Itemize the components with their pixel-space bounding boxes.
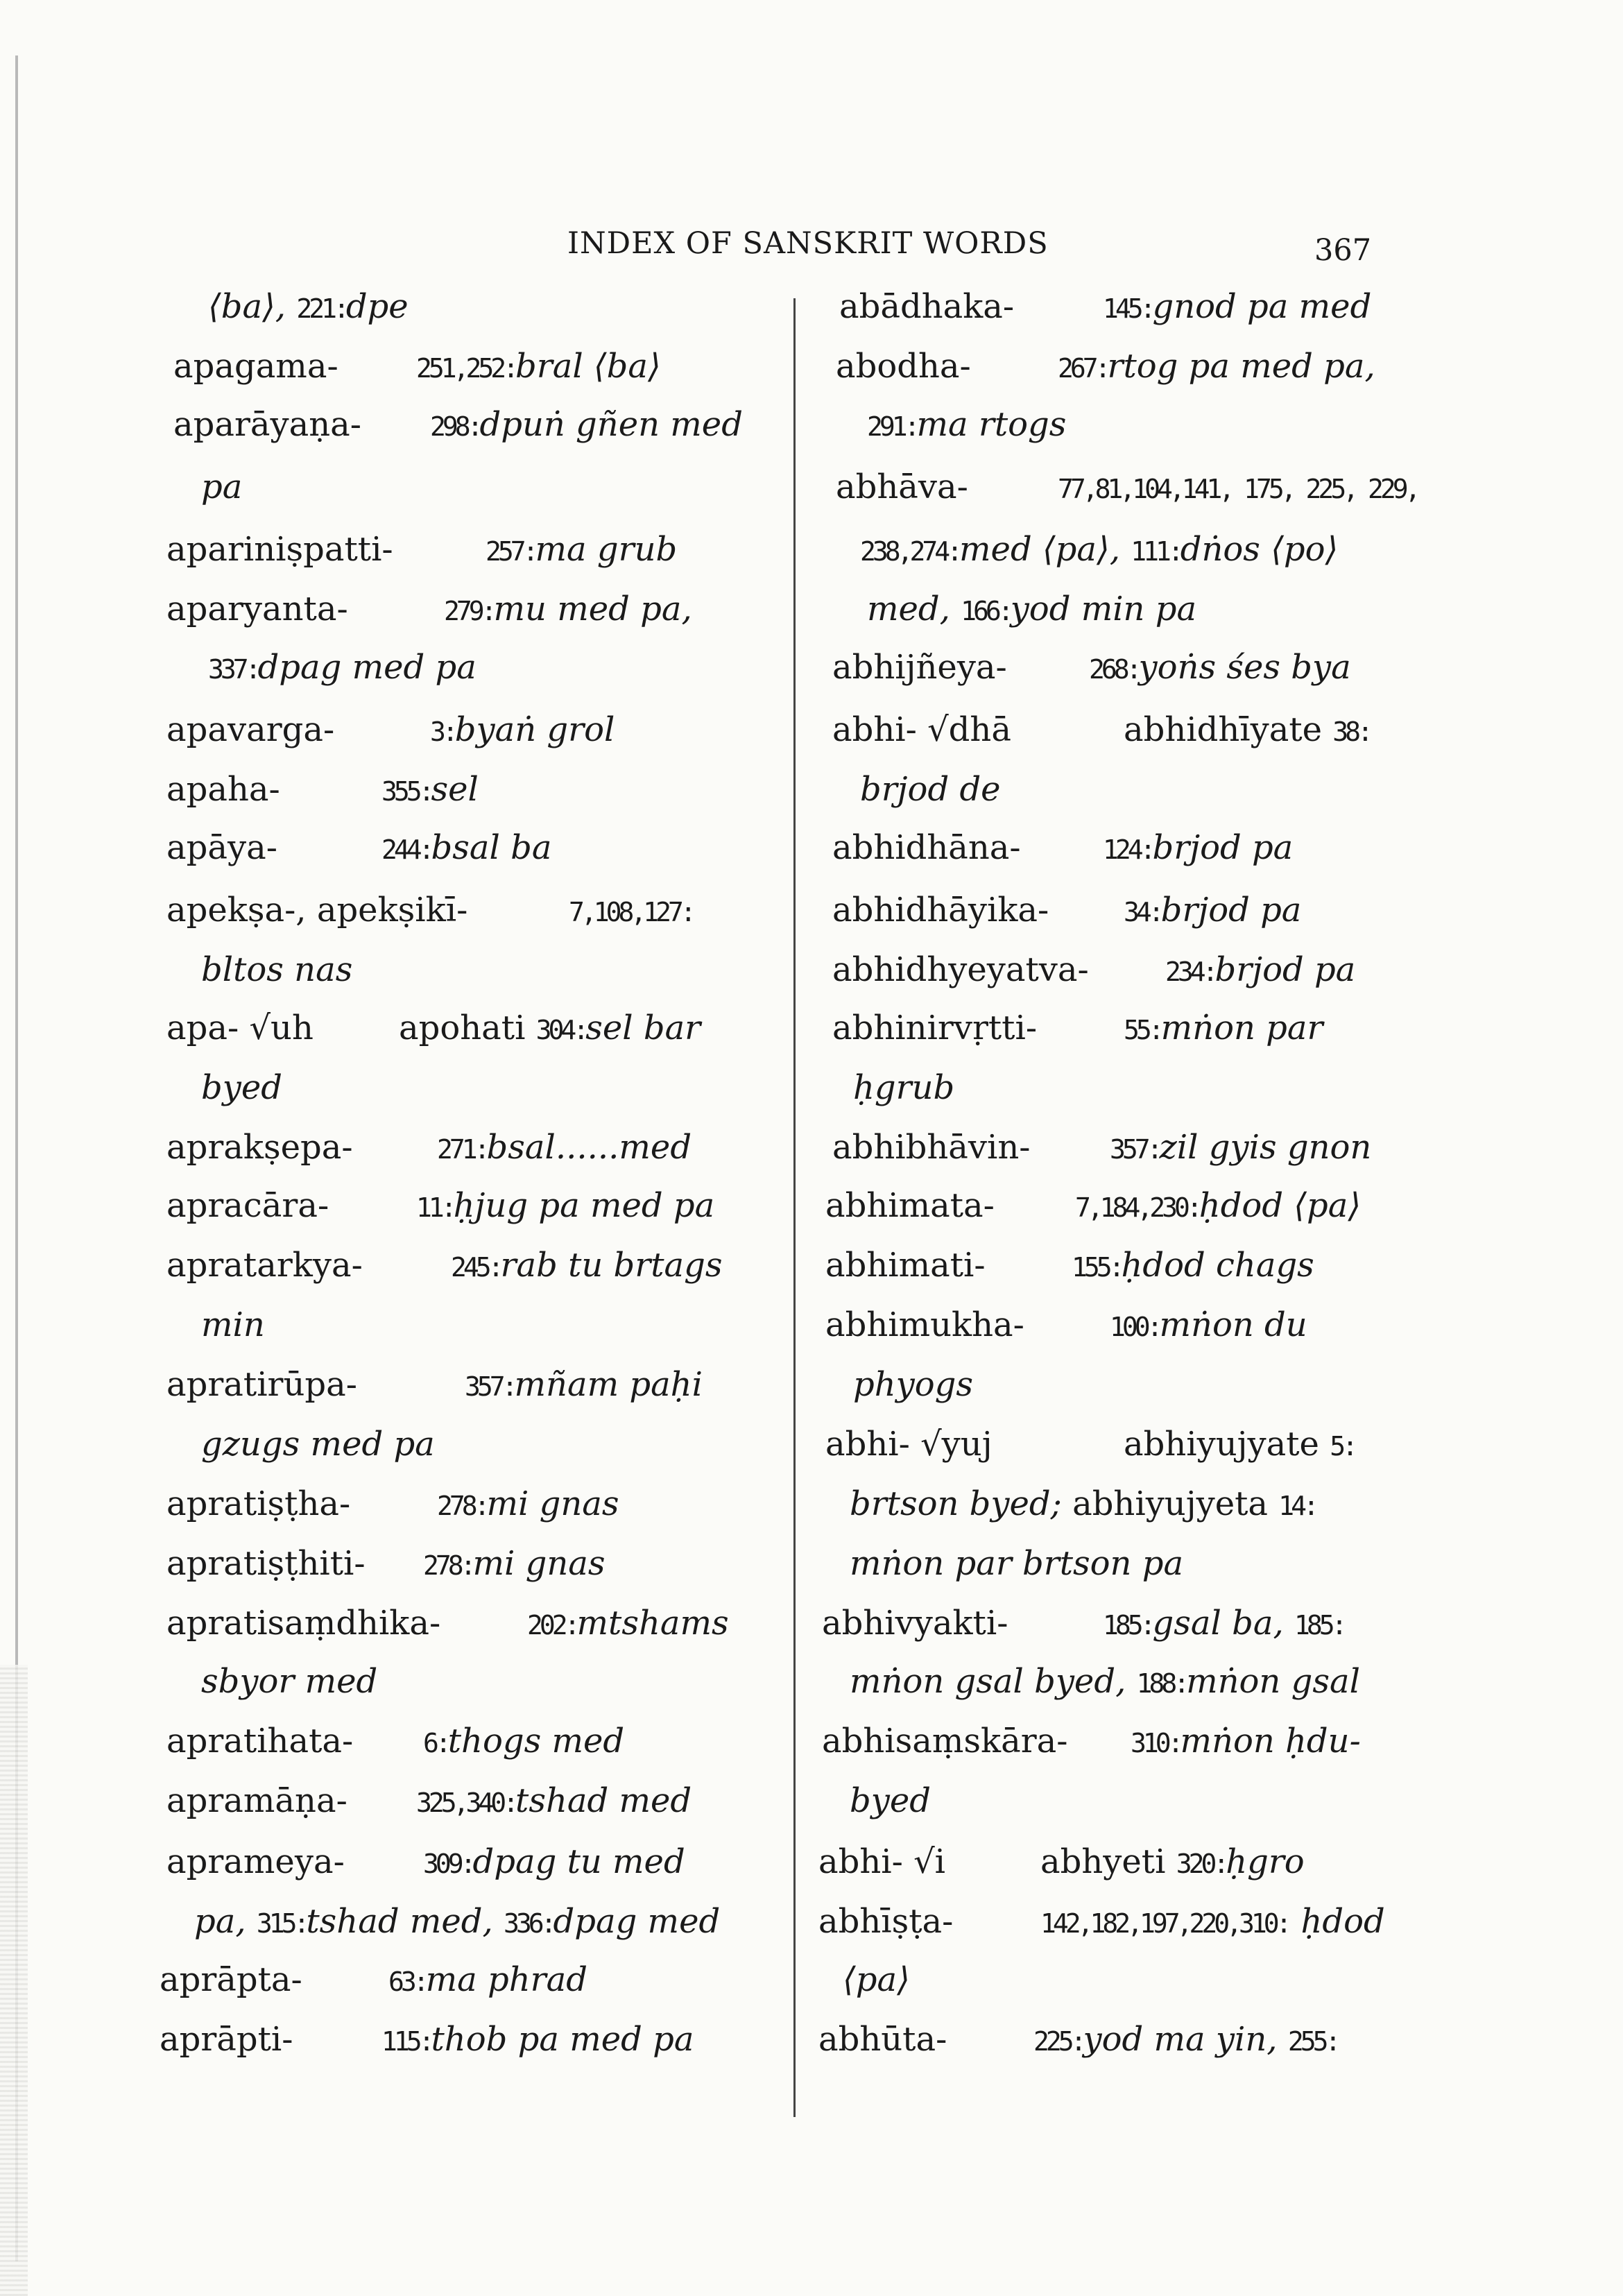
tibetan-equivalent: brjod pa bbox=[1152, 828, 1294, 867]
index-entry bbox=[201, 1659, 377, 1704]
tibetan-equivalent: gsal ba, bbox=[1152, 1604, 1294, 1643]
page-reference: 155: bbox=[1072, 1252, 1122, 1283]
index-entry bbox=[843, 1957, 910, 2002]
sanskrit-term: abhinirvṛtti- bbox=[832, 1009, 1038, 1047]
index-entry bbox=[832, 1006, 1037, 1050]
index-entry bbox=[166, 1840, 345, 1884]
index-entry bbox=[867, 587, 1196, 633]
index-reference bbox=[388, 1957, 587, 2004]
page-reference: 3: bbox=[430, 717, 455, 747]
page-reference: 320: bbox=[1176, 1849, 1226, 1879]
index-entry bbox=[194, 1899, 720, 1946]
index-reference bbox=[423, 1541, 606, 1588]
index-entry bbox=[850, 1779, 931, 1823]
page-reference: 267: bbox=[1058, 353, 1108, 384]
index-entry bbox=[208, 645, 476, 692]
index-reference bbox=[381, 767, 479, 814]
tibetan-equivalent: bsal ba bbox=[431, 828, 552, 867]
tibetan-equivalent: phyogs bbox=[853, 1365, 974, 1404]
tibetan-equivalent: byed bbox=[201, 1068, 282, 1107]
column-divider bbox=[793, 298, 796, 2117]
index-entry bbox=[850, 1482, 1316, 1528]
index-entry bbox=[173, 402, 361, 447]
index-reference bbox=[451, 1243, 722, 1290]
index-reference bbox=[1040, 1840, 1305, 1886]
sanskrit-term: apratirūpa- bbox=[166, 1365, 357, 1404]
sanskrit-term: apracāra- bbox=[166, 1186, 329, 1225]
index-reference bbox=[1103, 1601, 1343, 1647]
sanskrit-term: abhi- √yuj bbox=[825, 1425, 993, 1464]
page-reference: 188: bbox=[1136, 1668, 1187, 1699]
sanskrit-term: abhīṣṭa- bbox=[818, 1902, 954, 1941]
tibetan-equivalent: bsal......med bbox=[486, 1128, 692, 1167]
index-entry bbox=[818, 2017, 947, 2062]
index-entry bbox=[166, 1482, 350, 1526]
index-entry bbox=[201, 465, 242, 509]
index-entry bbox=[166, 527, 393, 572]
sanskrit-term: abhāva- bbox=[836, 468, 968, 506]
index-entry bbox=[166, 708, 334, 752]
index-reference bbox=[569, 888, 693, 934]
sanskrit-term: apratiṣṭhiti- bbox=[166, 1544, 366, 1583]
index-entry bbox=[173, 344, 338, 388]
index-entry bbox=[166, 1779, 347, 1823]
tibetan-equivalent: sel bbox=[431, 770, 479, 809]
index-reference bbox=[416, 1183, 714, 1230]
index-reference bbox=[465, 1362, 703, 1409]
index-reference bbox=[1072, 1243, 1314, 1290]
sanskrit-term: apāya- bbox=[166, 828, 277, 867]
tibetan-equivalent: mṅon ḥdu- bbox=[1180, 1722, 1361, 1760]
index-entry bbox=[166, 888, 467, 932]
page-reference: 111: bbox=[1131, 536, 1180, 567]
tibetan-equivalent: zil gyis gnon bbox=[1159, 1128, 1372, 1167]
sanskrit-term: apekṣa-, apekṣikī- bbox=[166, 891, 468, 929]
page-reference: 309: bbox=[423, 1849, 473, 1879]
index-entry bbox=[166, 1719, 353, 1763]
page-reference: 337: bbox=[208, 654, 258, 685]
page-reference: 244: bbox=[381, 834, 431, 865]
sanskrit-term: abhyeti bbox=[1040, 1842, 1176, 1881]
tibetan-equivalent: thogs med bbox=[447, 1722, 625, 1760]
sanskrit-term: abhidhyeyatva- bbox=[832, 950, 1089, 989]
sanskrit-term: apaha- bbox=[166, 770, 280, 809]
index-reference bbox=[1089, 645, 1351, 692]
index-entry bbox=[832, 645, 1007, 689]
tibetan-equivalent: min bbox=[201, 1305, 265, 1344]
index-reference bbox=[1124, 888, 1301, 934]
tibetan-equivalent: mtshams bbox=[576, 1604, 729, 1643]
tibetan-equivalent: dpag tu med bbox=[472, 1842, 685, 1881]
tibetan-equivalent: tshad med, bbox=[306, 1902, 504, 1941]
index-entry bbox=[166, 1601, 440, 1645]
tibetan-equivalent: mṅon par bbox=[1160, 1009, 1323, 1047]
page-reference: 238,274: bbox=[860, 536, 960, 567]
page-reference: 166: bbox=[961, 596, 1011, 626]
tibetan-equivalent: rtog pa med pa, bbox=[1107, 347, 1375, 386]
index-entry bbox=[166, 1243, 363, 1287]
page-reference: 63: bbox=[388, 1967, 426, 1997]
sanskrit-term: aparyanta- bbox=[166, 590, 348, 628]
page-reference: 279: bbox=[444, 596, 494, 626]
index-entry bbox=[832, 825, 1021, 870]
index-entry bbox=[166, 587, 348, 631]
page-reference: 310: bbox=[1131, 1728, 1180, 1758]
page-reference: 336: bbox=[503, 1908, 553, 1939]
index-reference bbox=[416, 1779, 692, 1825]
page-reference: 77,81,104,141, 175, 225, 229, bbox=[1058, 474, 1418, 504]
index-entry bbox=[201, 948, 352, 992]
index-entry bbox=[201, 1303, 265, 1347]
index-entry bbox=[818, 1899, 953, 1944]
sanskrit-term: aparāyaṇa- bbox=[173, 405, 362, 444]
sanskrit-term: apratiṣṭha- bbox=[166, 1484, 351, 1523]
index-entry bbox=[839, 284, 1014, 329]
tibetan-equivalent: sbyor med bbox=[201, 1662, 378, 1701]
sanskrit-term: apa- √uh bbox=[166, 1009, 314, 1047]
tibetan-equivalent: bltos nas bbox=[201, 950, 353, 989]
tibetan-equivalent: yod ma yin, bbox=[1083, 2020, 1288, 2059]
tibetan-equivalent: rab tu brtags bbox=[500, 1246, 723, 1285]
index-reference bbox=[423, 1719, 624, 1765]
index-entry bbox=[166, 1183, 329, 1228]
sanskrit-term: apagama- bbox=[173, 347, 338, 386]
index-reference bbox=[1103, 284, 1371, 331]
index-entry bbox=[832, 888, 1049, 932]
tibetan-equivalent: yod min pa bbox=[1010, 590, 1197, 628]
index-entry bbox=[832, 1125, 1030, 1170]
index-entry bbox=[853, 1065, 954, 1110]
page-reference: 355: bbox=[381, 776, 431, 807]
page-reference: 251,252: bbox=[416, 353, 516, 384]
sanskrit-term: apohati bbox=[399, 1009, 536, 1047]
sanskrit-term: aprameya- bbox=[166, 1842, 345, 1881]
tibetan-equivalent: dṅos ⟨po⟩ bbox=[1180, 530, 1339, 569]
index-reference bbox=[1165, 948, 1355, 994]
page-reference: 245: bbox=[451, 1252, 501, 1283]
page-reference: 268: bbox=[1089, 654, 1139, 685]
tibetan-equivalent: mu med pa, bbox=[493, 590, 692, 628]
index-reference bbox=[1110, 1303, 1307, 1349]
tibetan-equivalent: ḥgrub bbox=[853, 1068, 955, 1107]
index-entry bbox=[201, 1065, 282, 1110]
index-entry bbox=[208, 284, 409, 331]
page-reference: 221: bbox=[296, 293, 346, 324]
index-entry bbox=[822, 1601, 1008, 1645]
index-entry bbox=[166, 1006, 314, 1050]
tibetan-equivalent: mi gnas bbox=[486, 1484, 619, 1523]
tibetan-equivalent: ḥgro bbox=[1226, 1842, 1305, 1881]
sanskrit-term: abhiyujyate bbox=[1124, 1425, 1330, 1464]
tibetan-equivalent: ma phrad bbox=[425, 1960, 587, 1999]
tibetan-equivalent: brjod pa bbox=[1214, 950, 1356, 989]
page-reference: 5: bbox=[1330, 1431, 1355, 1462]
sanskrit-term: abhi- √dhā bbox=[832, 710, 1011, 749]
tibetan-equivalent: gnod pa med bbox=[1152, 287, 1372, 326]
index-entry bbox=[860, 767, 1001, 812]
tibetan-equivalent: dpag med bbox=[553, 1902, 721, 1941]
sanskrit-term: apavarga- bbox=[166, 710, 335, 749]
sanskrit-term: abhi- √i bbox=[818, 1842, 946, 1881]
index-reference bbox=[1040, 1899, 1385, 1946]
index-reference bbox=[416, 344, 661, 391]
index-entry bbox=[166, 767, 280, 812]
sanskrit-term: abhimukha- bbox=[825, 1305, 1024, 1344]
sanskrit-term: abodha- bbox=[836, 347, 971, 386]
tibetan-equivalent: sel bar bbox=[585, 1009, 701, 1047]
tibetan-equivalent: med, bbox=[867, 590, 961, 628]
sanskrit-term: abhidhāyika- bbox=[832, 891, 1049, 929]
tibetan-equivalent: ḥdod ⟨pa⟩ bbox=[1199, 1186, 1362, 1225]
page-reference: 315: bbox=[256, 1908, 307, 1939]
index-entry bbox=[836, 344, 971, 388]
page-reference: 325,340: bbox=[416, 1788, 516, 1818]
index-reference bbox=[381, 825, 551, 872]
page-reference: 278: bbox=[437, 1491, 487, 1521]
page-reference: 34: bbox=[1124, 897, 1161, 927]
page-reference: 38: bbox=[1332, 717, 1370, 747]
tibetan-equivalent: ⟨pa⟩ bbox=[843, 1960, 910, 1999]
tibetan-equivalent: mi gnas bbox=[472, 1544, 606, 1583]
index-entry bbox=[166, 1125, 353, 1170]
index-entry bbox=[853, 1362, 973, 1407]
index-reference bbox=[1075, 1183, 1361, 1230]
tibetan-equivalent: brjod pa bbox=[1160, 891, 1302, 929]
index-reference bbox=[1110, 1125, 1371, 1172]
tibetan-equivalent: mṅon par brtson pa bbox=[850, 1544, 1184, 1583]
sanskrit-term: aprakṣepa- bbox=[166, 1128, 353, 1167]
tibetan-equivalent: ḥdod bbox=[1300, 1902, 1385, 1941]
tibetan-equivalent: ma grub bbox=[535, 530, 678, 569]
index-entry bbox=[160, 2017, 293, 2062]
index-reference bbox=[399, 1006, 701, 1052]
page-reference: 298: bbox=[430, 411, 480, 442]
sanskrit-term: abādhaka- bbox=[839, 287, 1015, 326]
tibetan-equivalent: mṅon gsal bbox=[1186, 1662, 1360, 1701]
page-reference: 255: bbox=[1287, 2026, 1338, 2057]
index-entry bbox=[825, 1422, 993, 1466]
index-reference bbox=[1131, 1719, 1361, 1765]
tibetan-equivalent: mṅon gsal byed, bbox=[850, 1662, 1137, 1701]
index-reference bbox=[1124, 1422, 1355, 1468]
tibetan-equivalent: med ⟨pa⟩, bbox=[959, 530, 1131, 569]
index-reference bbox=[1058, 344, 1375, 391]
tibetan-equivalent: dpuṅ gñen med bbox=[479, 405, 743, 444]
page-reference: 7,184,230: bbox=[1075, 1192, 1199, 1223]
index-entry bbox=[201, 1422, 435, 1466]
page-reference: 257: bbox=[486, 536, 535, 567]
index-entry bbox=[825, 1303, 1024, 1347]
tibetan-equivalent: yoṅs śes bya bbox=[1138, 648, 1351, 687]
tibetan-equivalent: dpe bbox=[345, 287, 409, 326]
index-reference bbox=[423, 1840, 685, 1886]
index-entry bbox=[850, 1659, 1360, 1706]
index-entry bbox=[832, 948, 1089, 992]
tibetan-equivalent: tshad med bbox=[515, 1781, 692, 1820]
sanskrit-term: abhidhāna- bbox=[832, 828, 1021, 867]
page-reference: 234: bbox=[1165, 957, 1215, 987]
page-reference: 271: bbox=[437, 1134, 487, 1165]
index-entry bbox=[160, 1957, 302, 2002]
tibetan-equivalent: pa, bbox=[194, 1902, 257, 1941]
page-reference: 357: bbox=[465, 1371, 515, 1402]
tibetan-equivalent: gzugs med pa bbox=[201, 1425, 435, 1464]
tibetan-equivalent: ma rtogs bbox=[916, 405, 1067, 444]
index-entry bbox=[836, 465, 968, 509]
tibetan-equivalent: ḥdod chags bbox=[1121, 1246, 1314, 1285]
sanskrit-term: abhidhīyate bbox=[1124, 710, 1333, 749]
page-reference: 357: bbox=[1110, 1134, 1160, 1165]
index-reference bbox=[1103, 825, 1293, 872]
page-reference: 185: bbox=[1103, 1610, 1153, 1640]
index-reference bbox=[437, 1482, 619, 1528]
page-reference: 7,108,127: bbox=[569, 897, 693, 927]
page-reference: 225: bbox=[1033, 2026, 1083, 2057]
index-reference bbox=[381, 2017, 694, 2064]
tibetan-equivalent: thob pa med pa bbox=[431, 2020, 694, 2059]
tibetan-equivalent: brjod de bbox=[860, 770, 1001, 809]
sanskrit-term: apratihata- bbox=[166, 1722, 354, 1760]
index-entry bbox=[166, 1362, 357, 1407]
tibetan-equivalent: byaṅ grol bbox=[454, 710, 615, 749]
index-reference bbox=[1124, 1006, 1323, 1052]
tibetan-equivalent: ⟨ba⟩, bbox=[208, 287, 297, 326]
sanskrit-term: abhimati- bbox=[825, 1246, 986, 1285]
index-entry bbox=[860, 527, 1338, 574]
index-entry bbox=[825, 1243, 986, 1287]
index-entry bbox=[166, 825, 277, 870]
page-reference: 6: bbox=[423, 1728, 448, 1758]
sanskrit-term: abhiyujyeta bbox=[1072, 1484, 1279, 1523]
page-reference: 115: bbox=[381, 2026, 431, 2057]
page-reference: 145: bbox=[1103, 293, 1153, 324]
page-reference: 14: bbox=[1278, 1491, 1316, 1521]
index-entry bbox=[850, 1541, 1183, 1586]
page-reference: 304: bbox=[535, 1015, 586, 1045]
index-reference bbox=[527, 1601, 729, 1647]
tibetan-equivalent: byed bbox=[850, 1781, 931, 1820]
tibetan-equivalent: dpag med pa bbox=[257, 648, 476, 687]
tibetan-equivalent: pa bbox=[201, 468, 243, 506]
index-reference bbox=[1124, 708, 1370, 754]
page-reference: 202: bbox=[527, 1610, 577, 1640]
index-reference bbox=[437, 1125, 692, 1172]
tibetan-equivalent: bral ⟨ba⟩ bbox=[515, 347, 661, 386]
sanskrit-term: abhijñeya- bbox=[832, 648, 1007, 687]
index-entry bbox=[818, 1840, 945, 1884]
page-reference: 11: bbox=[416, 1192, 454, 1223]
page-reference: 124: bbox=[1103, 834, 1153, 865]
sanskrit-term: abhūta- bbox=[818, 2020, 947, 2059]
index-reference bbox=[486, 527, 677, 574]
index-entry bbox=[822, 1719, 1068, 1763]
index-reference bbox=[1058, 465, 1417, 511]
page-number: 367 bbox=[1314, 233, 1372, 268]
sanskrit-term: abhimata- bbox=[825, 1186, 995, 1225]
tibetan-equivalent: mñam paḥi bbox=[514, 1365, 703, 1404]
sanskrit-term: aprāpta- bbox=[160, 1960, 302, 1999]
sanskrit-term: aprāpti- bbox=[160, 2020, 293, 2059]
index-entry bbox=[867, 402, 1066, 449]
index-entry bbox=[166, 1541, 366, 1586]
index-entry bbox=[832, 708, 1011, 752]
page-reference: 185: bbox=[1294, 1610, 1344, 1640]
index-reference bbox=[430, 708, 615, 754]
sanskrit-term: apratarkya- bbox=[166, 1246, 363, 1285]
index-entry bbox=[825, 1183, 995, 1228]
tibetan-equivalent: ḥjug pa med pa bbox=[453, 1186, 715, 1225]
sanskrit-term: apramāṇa- bbox=[166, 1781, 347, 1820]
tibetan-equivalent: mṅon du bbox=[1159, 1305, 1307, 1344]
page-reference: 55: bbox=[1124, 1015, 1161, 1045]
sanskrit-term: abhibhāvin- bbox=[832, 1128, 1031, 1167]
index-reference bbox=[444, 587, 692, 633]
page-reference: 278: bbox=[423, 1550, 473, 1581]
page-reference: 291: bbox=[867, 411, 917, 442]
index-reference bbox=[1033, 2017, 1337, 2064]
page-reference: 142,182,197,220,310: bbox=[1040, 1908, 1301, 1939]
sanskrit-term: abhivyakti- bbox=[822, 1604, 1008, 1643]
page-header bbox=[0, 222, 1623, 268]
tibetan-equivalent: brtson byed; bbox=[850, 1484, 1073, 1523]
sanskrit-term: apratisaṃdhika- bbox=[166, 1604, 441, 1643]
page-reference: 100: bbox=[1110, 1312, 1160, 1342]
sanskrit-term: apariniṣpatti- bbox=[166, 530, 393, 569]
running-title: INDEX OF SANSKRIT WORDS bbox=[567, 226, 1049, 261]
index-reference bbox=[430, 402, 743, 449]
sanskrit-term: abhisaṃskāra- bbox=[822, 1722, 1068, 1760]
scan-noise bbox=[0, 1665, 28, 2296]
